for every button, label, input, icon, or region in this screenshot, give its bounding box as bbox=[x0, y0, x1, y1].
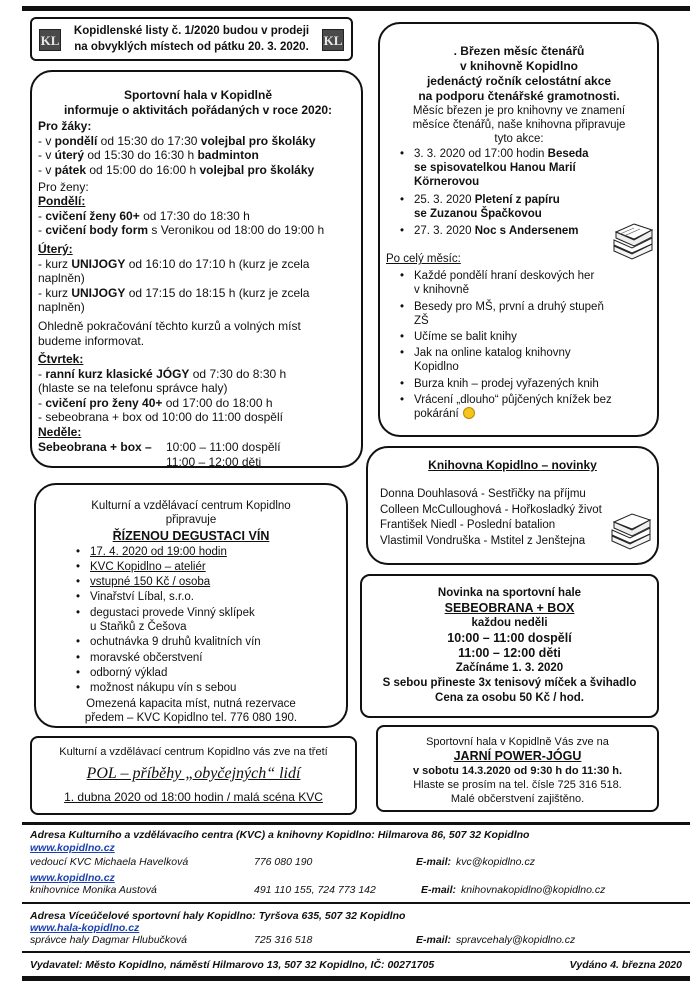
wine-item bbox=[62, 590, 340, 604]
sports-hall-box bbox=[30, 70, 363, 468]
kvc-email[interactable]: kvc@kopidlno.cz bbox=[456, 856, 535, 868]
pol-title: POL – příběhy „obyčejných“ lidí bbox=[86, 765, 301, 782]
event-detail: se Zuzanou Špačkovou bbox=[414, 207, 542, 220]
hall-website-link[interactable]: www.hala-kopidlno.cz bbox=[30, 922, 140, 934]
activity-time: od 17:30 do 18:30 h bbox=[139, 208, 250, 223]
footer-rule bbox=[22, 822, 690, 825]
wine-item-text: u Staňků z Češova bbox=[90, 621, 187, 634]
kl-logo: KL bbox=[39, 29, 61, 51]
yoga-line: Malé občerstvení zajištěno. bbox=[450, 793, 585, 805]
tuesday-note: budeme informovat. bbox=[38, 333, 145, 348]
month-activity-text: Jak na online katalog knihovny bbox=[414, 347, 571, 360]
pupil-activity bbox=[38, 148, 358, 163]
activity-day: úterý bbox=[54, 148, 85, 163]
library-phone: 491 110 155, 724 773 142 bbox=[254, 884, 376, 896]
wine-tasting-box bbox=[34, 483, 348, 728]
month-activity-text: ZŠ bbox=[414, 314, 429, 327]
activity-time: od 16:10 do 17:10 h (kurz je zcela bbox=[125, 256, 310, 271]
hall-phone: 725 316 518 bbox=[254, 934, 313, 946]
issue-date: Vydáno 4. března 2020 bbox=[569, 959, 682, 971]
reading-title: jedenáctý ročník celostátní akce bbox=[426, 74, 612, 88]
sports-title: Sportovní hala v Kopidlně bbox=[123, 88, 272, 102]
library-news-box bbox=[366, 446, 659, 565]
power-yoga-box bbox=[376, 725, 659, 812]
activity-time: od 15:30 do 17:30 bbox=[97, 133, 201, 148]
kvc-head-name: vedoucí KVC Michaela Havelková bbox=[30, 856, 189, 868]
activity-name: UNIJOGY bbox=[71, 285, 126, 300]
monday-activity bbox=[38, 209, 358, 224]
thursday-item: - cvičení pro ženy 40+ od 17:00 do 18:00 h bbox=[38, 395, 273, 410]
box-line: každou neděli bbox=[471, 617, 548, 629]
activity-day: pondělí bbox=[54, 133, 98, 148]
email-label: E-mail: bbox=[421, 884, 457, 896]
yoga-intro: Sportovní hala v Kopidlně Vás zve na bbox=[426, 736, 609, 748]
pupils-heading: Pro žáky: bbox=[38, 119, 92, 134]
activity-time: od 15:30 do 16:30 h bbox=[84, 148, 198, 163]
pol-date: 1. dubna 2020 od 18:00 hodin / malá scéna KVC bbox=[64, 790, 323, 804]
activity-prefix: - v bbox=[38, 133, 55, 148]
footer-rule bbox=[22, 951, 690, 953]
activity-name: UNIJOGY bbox=[71, 256, 126, 271]
library-website-link[interactable]: www.kopidlno.cz bbox=[30, 872, 115, 884]
month-activity bbox=[386, 330, 652, 344]
women-heading: Pro ženy: bbox=[38, 179, 89, 194]
event-name: Beseda bbox=[547, 148, 589, 160]
activity-prefix: - kurz bbox=[38, 285, 72, 300]
month-activity-text: Vrácení „dlouho“ půjčených knížek bez bbox=[414, 393, 612, 406]
email-label: E-mail: bbox=[416, 856, 452, 868]
wine-intro: Kulturní a vzdělávací centrum Kopidlno bbox=[91, 500, 291, 512]
email-label: E-mail: bbox=[416, 934, 452, 946]
wine-item-text: 17. 4. 2020 od 19:00 hodin bbox=[90, 545, 227, 558]
monday-activity bbox=[38, 223, 358, 238]
month-activity bbox=[386, 300, 652, 328]
pupil-activity bbox=[38, 163, 358, 178]
activity-prefix: - bbox=[38, 223, 46, 238]
tuesday-note: Ohledně pokračování těchto kurzů a volných míst bbox=[38, 318, 301, 333]
top-rule bbox=[22, 6, 690, 11]
month-activity bbox=[386, 346, 652, 374]
pupil-activity bbox=[38, 134, 358, 149]
wine-item bbox=[62, 635, 340, 649]
activity-time: od 15:00 do 16:00 h bbox=[86, 162, 200, 177]
library-title: Knihovna Kopidlno – novinky bbox=[428, 458, 597, 472]
publisher: Vydavatel: Město Kopidlno, náměstí Hilmarovo 13, 507 32 Kopidlno, IČ: 00271705 bbox=[30, 959, 435, 971]
tuesday-note: naplněn) bbox=[38, 300, 85, 315]
notice-box bbox=[30, 17, 353, 61]
sunday-heading: Neděle: bbox=[38, 425, 82, 440]
hall-address: Adresa Víceúčelové sportovní haly Kopidlno: Tyršova 635, 507 32 Kopidlno bbox=[30, 910, 406, 922]
month-activity bbox=[386, 377, 652, 391]
wine-item bbox=[62, 666, 340, 680]
wine-item bbox=[62, 560, 340, 574]
sunday-label: Sebeobrana + box – bbox=[38, 439, 152, 454]
reading-intro: tyto akce: bbox=[494, 133, 544, 145]
event-date: 3. 3. 2020 od 17:00 hodin bbox=[414, 148, 548, 160]
box-title: SEBEOBRANA + BOX bbox=[444, 601, 575, 615]
box-line: Novinka na sportovní hale bbox=[437, 587, 582, 599]
tuesday-heading: Úterý: bbox=[38, 241, 73, 256]
self-defence-box bbox=[360, 574, 659, 718]
wine-item bbox=[62, 681, 340, 695]
event-date: 27. 3. 2020 bbox=[414, 225, 475, 238]
wine-item-text: moravské občerstvení bbox=[90, 651, 203, 664]
wine-item-text: možnost nákupu vín s sebou bbox=[90, 682, 237, 695]
wine-intro: připravuje bbox=[165, 514, 217, 527]
month-activity-text: Kopidlno bbox=[414, 361, 459, 374]
reading-title: v knihovně Kopidlno bbox=[459, 59, 578, 73]
month-activity-text: Učíme se balit knihy bbox=[414, 331, 517, 344]
tuesday-activity bbox=[38, 257, 358, 272]
box-line: 11:00 – 12:00 děti bbox=[458, 646, 561, 660]
thursday-item: - sebeobrana + box od 10:00 do 11:00 dospělí bbox=[38, 410, 283, 425]
notice-line: na obvyklých místech od pátku 20. 3. 2020. bbox=[74, 41, 309, 53]
books-icon bbox=[610, 220, 656, 260]
thursday-note: (hlaste se na telefonu správce haly) bbox=[38, 381, 228, 396]
wine-item bbox=[62, 545, 340, 559]
footer-rule bbox=[22, 902, 690, 904]
box-line: 10:00 – 11:00 dospělí bbox=[447, 631, 572, 645]
reading-month-box bbox=[378, 22, 659, 437]
reading-intro: Měsíc březen je pro knihovny ve znamení bbox=[412, 105, 626, 117]
reading-event bbox=[386, 147, 652, 190]
thursday-heading: Čtvrtek: bbox=[38, 352, 84, 367]
yoga-title: JARNÍ POWER-JÓGU bbox=[453, 749, 582, 763]
wine-footnote: předem – KVC Kopidlno tel. 776 080 190. bbox=[84, 711, 298, 724]
kvc-phone: 776 080 190 bbox=[254, 856, 313, 868]
library-book: Colleen McCulloughová - Hořkosladký život bbox=[380, 503, 602, 516]
month-activity-text: pokárání bbox=[414, 408, 459, 421]
sunday-time: 10:00 – 11:00 dospělí bbox=[166, 439, 281, 454]
month-activity-text: Každé pondělí hraní deskových her bbox=[414, 270, 595, 283]
pol-intro: Kulturní a vzdělávací centrum Kopidlno vás zve na třetí bbox=[59, 746, 328, 758]
event-detail: Körnerovou bbox=[414, 176, 480, 189]
yoga-line: v sobotu 14.3.2020 od 9:30 h do 11:30 h. bbox=[412, 765, 623, 777]
month-activity bbox=[386, 393, 652, 421]
reading-title: na podporu čtenářské gramotnosti. bbox=[418, 89, 620, 103]
reading-event bbox=[386, 193, 652, 221]
activity-name: volejbal pro školáky bbox=[200, 133, 316, 148]
wine-item-text: vstupné 150 Kč / osoba bbox=[90, 576, 211, 589]
kvc-website-link[interactable]: www.kopidlno.cz bbox=[30, 842, 115, 854]
sunday-time: 11:00 – 12:00 děti bbox=[166, 454, 262, 469]
month-activity-text: Burza knih – prodej vyřazených knih bbox=[414, 377, 599, 390]
reading-intro: měsíce čtenářů, naše knihovna připravuje bbox=[412, 119, 626, 131]
wine-item-text: Vinařství Líbal, s.r.o. bbox=[90, 591, 194, 604]
activity-prefix: - v bbox=[38, 148, 55, 163]
hall-email[interactable]: spravcehaly@kopidlno.cz bbox=[456, 934, 576, 946]
activity-day: pátek bbox=[54, 162, 87, 177]
sports-subtitle: informuje o aktivitách pořádaných v roce 2020: bbox=[63, 102, 333, 117]
pol-event-box bbox=[30, 736, 357, 815]
kvc-address: Adresa Kulturního a vzdělávacího centra (KVC) a knihovny Kopidlno: Hilmarova 86, 507 32 Kopidlno bbox=[30, 829, 530, 841]
box-line: S sebou přineste 3x tenisový míček a švihadlo bbox=[382, 677, 637, 689]
monday-heading: Pondělí: bbox=[38, 194, 86, 209]
event-date: 25. 3. 2020 bbox=[414, 193, 475, 206]
whole-month-heading: Po celý měsíc: bbox=[386, 253, 461, 266]
librarian-name: knihovnice Monika Austová bbox=[30, 884, 157, 896]
activity-prefix: - bbox=[38, 208, 46, 223]
bottom-rule bbox=[22, 976, 690, 981]
books-icon bbox=[608, 510, 654, 550]
tuesday-note: naplněn) bbox=[38, 271, 85, 286]
wine-item-text: KVC Kopidlno – ateliér bbox=[90, 560, 206, 573]
activity-name: cvičení ženy 60+ bbox=[45, 208, 140, 223]
month-activity bbox=[386, 269, 652, 297]
activity-prefix: - kurz bbox=[38, 256, 72, 271]
wine-item bbox=[62, 575, 340, 589]
kl-logo: KL bbox=[322, 29, 344, 51]
activity-time: od 17:15 do 18:15 h (kurz je zcela bbox=[125, 285, 310, 300]
event-name: Pletení z papíru bbox=[474, 193, 560, 206]
wine-item bbox=[62, 651, 340, 665]
wine-footnote: Omezená kapacita míst, nutná rezervace bbox=[86, 697, 296, 710]
yoga-line: Hlaste se prosím na tel. čísle 725 316 518. bbox=[413, 779, 622, 791]
activity-name: volejbal pro školáky bbox=[199, 162, 315, 177]
month-activity-text: v knihovně bbox=[414, 284, 469, 297]
tuesday-activity bbox=[38, 286, 358, 301]
activity-name: badminton bbox=[197, 148, 259, 163]
hall-manager-name: správce haly Dagmar Hlubučková bbox=[30, 934, 187, 946]
wine-item bbox=[62, 606, 340, 635]
library-book: František Niedl - Poslední batalion bbox=[380, 519, 556, 531]
wine-item-text: degustaci provede Vinný sklípek bbox=[90, 606, 255, 619]
wine-item-text: ochutnávka 9 druhů kvalitních vín bbox=[90, 636, 261, 649]
box-line: Začínáme 1. 3. 2020 bbox=[455, 662, 564, 674]
library-book: Vlastimil Vondruška - Mstitel z Jenštejna bbox=[380, 534, 586, 547]
wine-item-text: odborný výklad bbox=[90, 666, 168, 679]
thursday-item: - ranní kurz klasické JÓGY od 7:30 do 8:30 h bbox=[38, 366, 287, 381]
notice-line: Kopidlenské listy č. 1/2020 budou v prodeji bbox=[73, 25, 310, 37]
activity-prefix: - v bbox=[38, 162, 55, 177]
smiley-icon bbox=[463, 407, 475, 419]
activity-name: cvičení body form bbox=[45, 223, 149, 238]
event-detail: se spisovatelkou Hanou Marií bbox=[414, 162, 576, 175]
library-email[interactable]: knihovnakopidlno@kopidlno.cz bbox=[461, 884, 606, 896]
box-line: Cena za osobu 50 Kč / hod. bbox=[435, 692, 584, 704]
activity-time: s Veronikou od 18:00 do 19:00 h bbox=[148, 223, 325, 238]
library-book: Donna Douhlasová - Sestřičky na příjmu bbox=[380, 488, 586, 500]
event-name: Noc s Andersenem bbox=[474, 225, 579, 238]
wine-title: ŘÍZENOU DEGUSTACI VÍN bbox=[112, 528, 270, 543]
reading-title: . Březen měsíc čtenářů bbox=[453, 44, 585, 58]
month-activity-text: Besedy pro MŠ, první a druhý stupeň bbox=[414, 300, 604, 313]
